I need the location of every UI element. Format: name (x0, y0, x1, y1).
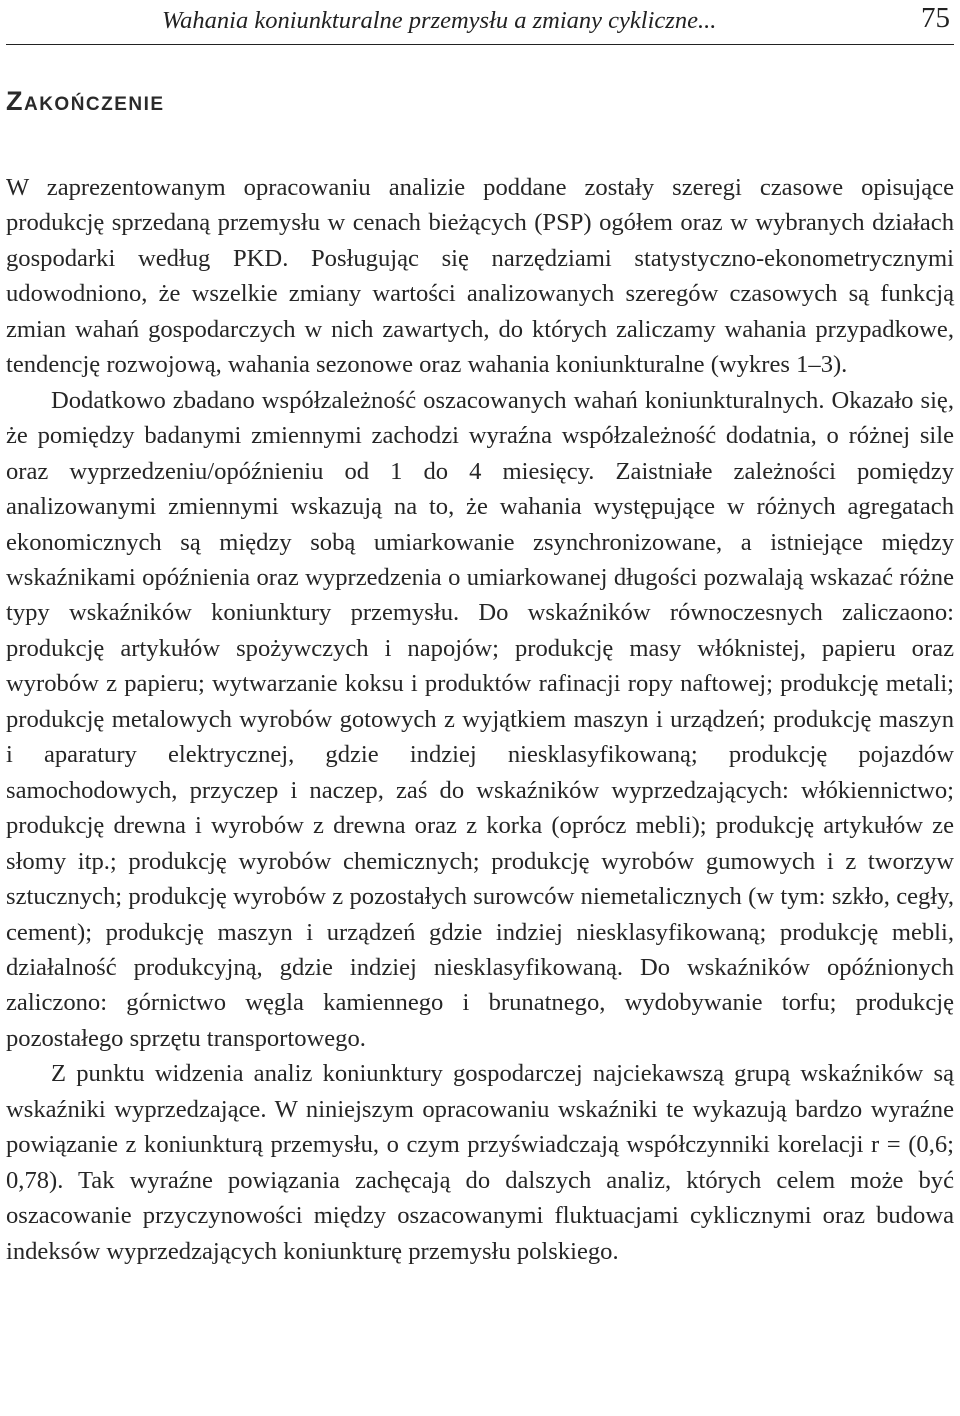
body-text (6, 170, 954, 1269)
running-header (6, 0, 954, 45)
paragraph-3: Z punktu widzenia analiz koniunktury gospodarczej najciekawszą grupą wskaźników są wskaźniki wyprzedzające. W niniejszym opracowaniu wskaźniki te wykazują bardzo wyraźne powiązanie z koniunkturą przemysłu, o czym przyświadczają współczynniki korelacji r = (0,6; 0,78). Tak wyraźne powiązania zachęcają do dalszych analiz, których celem może być oszacowanie przyczynowości między oszacowanymi fluktuacjami cyklicznymi oraz budowa indeksów wyprzedzających koniunkturę przemysłu polskiego. (6, 1060, 954, 1265)
section-heading: Zakończenie (6, 86, 165, 116)
paragraph-2: Dodatkowo zbadano współzależność oszacowanych wahań koniunkturalnych. Okazało się, że pomiędzy badanymi zmiennymi zachodzi wyraźna współzależność dodatnia, o różnej sile oraz wyprzedzeniu/opóźnieniu od 1 do 4 miesięcy. Zaistniałe zależności pomiędzy analizowanymi zmiennymi wskazują na to, że wahania występujące w różnych agregatach ekonomicznych są między sobą umiarkowanie zsynchronizowane, a istniejące między wskaźnikami opóźnienia oraz wyprzedzenia o umiarkowanej długości pozwalają wskazać różne typy wskaźników koniunktury przemysłu. Do wskaźników równoczesnych zaliczaono: produkcję artykułów spożywczych i napojów; produkcję masy włóknistej, papieru oraz wyrobów z papieru; wytwarzanie koksu i produktów rafinacji ropy naftowej; produkcję metali; produkcję metalowych wyrobów gotowych z wyjątkiem maszyn i urządzeń; produkcję maszyn i aparatury elektrycznej, gdzie indziej niesklasyfikowaną; produkcję pojazdów samochodowych, przyczep i naczep, zaś do wskaźników wyprzedzających: włókiennictwo; produkcję drewna i wyrobów z drewna oraz z korka (oprócz mebli); produkcję artykułów ze słomy itp.; produkcję wyrobów chemicznych; produkcję wyrobów gumowych i z tworzyw sztucznych; produkcję wyrobów z pozostałych surowców niemetalicznych (w tym: szkło, cegły, cement); produkcję maszyn i urządzeń gdzie indziej niesklasyfikowaną; produkcję mebli, działalność produkcyjną, gdzie indziej niesklasyfikowaną. Do wskaźników opóźnionych zaliczono: górnictwo węgla kamiennego i brunatnego, wydobywanie torfu; produkcję pozostałego sprzętu transportowego. (6, 386, 954, 1052)
page (6, 0, 954, 1416)
paragraph-1: W zaprezentowanym opracowaniu analizie poddane zostały szeregi czasowe opisujące produkcję sprzedaną przemysłu w cenach bieżących (PSP) ogółem oraz w wybranych działach gospodarki według PKD. Posługując się narzędziami statystyczno-ekonometrycznymi udowodniono, że wszelkie zmiany wartości analizowanych szeregów czasowych są funkcją zmian wahań gospodarczych w nich zawartych, do których zaliczamy wahania przypadkowe, tendencję rozwojową, wahania sezonowe oraz wahania koniunkturalne (wykres 1–3). (6, 174, 954, 379)
running-header-title: Wahania koniunkturalne przemysłu a zmiany cykliczne... (162, 7, 717, 34)
page-number: 75 (921, 2, 950, 34)
